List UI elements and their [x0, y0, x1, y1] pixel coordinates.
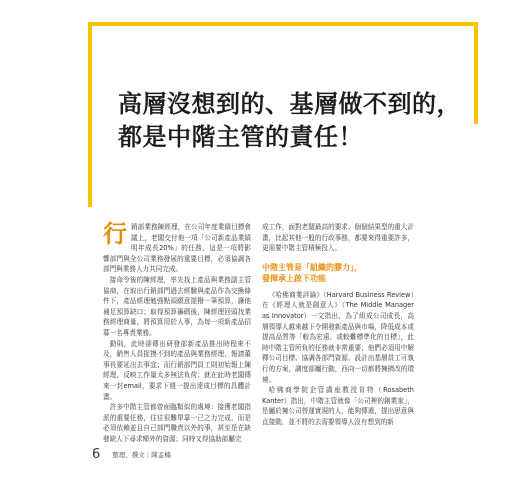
- body-column-right: [262, 222, 414, 428]
- paragraph-4: 許多中階主管都曾面臨類似的處境：接獲老闆指派的重要任務，往往很難單靠一己之力完成，而是必須依賴並且自己部門職責以外的事，甚至是在缺發缺人下尋求額外的資源；同時又得協助部屬完: [103, 403, 251, 443]
- headline-line-1: 高層沒想到的、基層做不到的，: [118, 90, 461, 118]
- author-credit: 整理、撰文｜陳孟楠: [112, 451, 171, 459]
- paragraph-6: 《哈佛商業評論》（Harvard Business Review）在《經理人就是創意人》（The Middle Manager as Innovator）一文指出，為了組成公司成長，高層領導人越來越下令開發新產品與市場，降低成本或提高品質等「較為宏遠、或較難標準化的目標」，此時中階主管所負的任務就非常重要；他們必須用中解釋公司目標、協調各部門資源、設計出基層員工可執行的方案，調度部屬行動，西向一切都將擁擠改的環境。: [262, 290, 414, 384]
- headline-line-2: 都是中階主管的責任！: [118, 123, 363, 151]
- subhead-line-1: 中階主管是「組織的膠力」，: [262, 262, 362, 272]
- page-footer: [92, 447, 171, 462]
- article-headline: [118, 88, 461, 154]
- section-subhead: [262, 262, 414, 284]
- subhead-line-2: 發揮承上啟下功能: [262, 273, 326, 283]
- frame-left-border: [88, 22, 92, 207]
- paragraph-5: 成工作，面對老闆最高的要求、個個結果型的重大計畫，比起其他一般的行政事務，都要來得重要許多，更需要中階主管積極投入。: [262, 223, 414, 253]
- frame-top-border: [88, 22, 478, 26]
- frame-right-border: [474, 22, 478, 124]
- body-column-left: [103, 222, 251, 444]
- paragraph-7: 哈佛商學院企管講座教授肯特（Rosabeth Kanter）指出，中階主管就像「公司裡的創業家」，是屬於擁公司營運實現的人，能夠傳遞，提出思意與直接動，並不將的去需要領導人沒有想到的新: [262, 386, 414, 426]
- paragraph-1: [103, 222, 251, 275]
- page-number: 6: [92, 447, 101, 462]
- paragraph-3: 動則，此時卻傳出研發部新產品推出時程來不及，銷售人員捉摸不到的產品與業務經理，報請董事長要延出去事宜；而行銷部門員工則初始報上陳經理，反映工作量太多無法負荷；就在此時老闆傳來一封email，要求下週一提出達成目標的具體計畫。: [103, 339, 251, 401]
- paragraph-1-text: 銷部業務陳經理，在公司年度業績目標會議上，老闆交付他一項「公司新產品業績明年成長20%」的任務，這是一項將影響部門與全公司業務發展的重要目標，必須協調各部門與業務人力共同完成。: [103, 223, 251, 274]
- drop-cap: 行: [103, 220, 127, 248]
- paragraph-2: 接命令後的陳經理，率先找上產品與業務副主管協商，在取出行銷部門過去經驗與產品作為交換條件下，產品經理勉強點頭願意提撥一筆預算，讓他補足預算缺口；取得預算籌碼後，陳經理回頭找業務經理商量，將預算用於人事，為每一項新產品招募一名專責業務。: [103, 275, 251, 337]
